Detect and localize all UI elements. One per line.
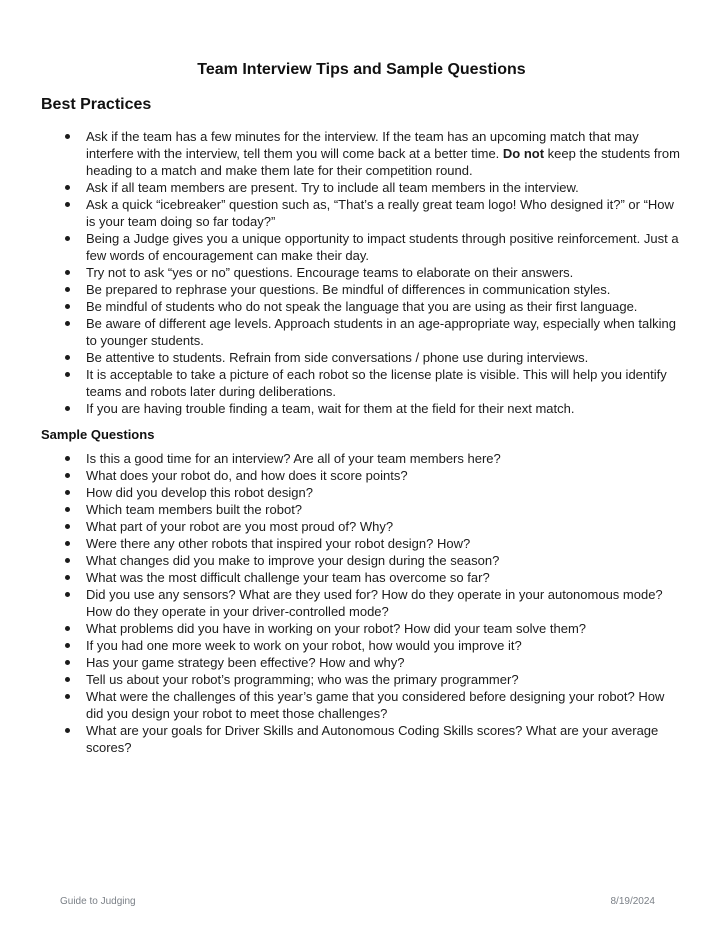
bullet-icon xyxy=(65,694,70,699)
list-item-text: Being a Judge gives you a unique opportunity to impact students through positive reinforcement. Just a few words of encouragement can make their day. xyxy=(86,231,679,263)
bullet-icon xyxy=(65,473,70,478)
bullet-icon xyxy=(65,507,70,512)
list-item-text: Ask if all team members are present. Try to include all team members in the interview. xyxy=(86,180,579,195)
list-item-text: What was the most difficult challenge your team has overcome so far? xyxy=(86,570,490,585)
list-item-text: It is acceptable to take a picture of each robot so the license plate is visible. This will help you identify teams and robots later during deliberations. xyxy=(86,367,667,399)
bullet-icon xyxy=(65,236,70,241)
list-item-text: Ask if the team has a few minutes for the interview. If the team has an upcoming match that may interfere with the interview, tell them you will come back at a better time. Do not keep the students from heading to a match and make them late for their competition round. xyxy=(86,129,680,178)
list-item xyxy=(62,179,682,196)
list-item-text: If you are having trouble finding a team, wait for them at the field for their next match. xyxy=(86,401,575,416)
list-item-text: Were there any other robots that inspired your robot design? How? xyxy=(86,536,471,551)
sample-questions-list xyxy=(62,450,682,756)
list-item xyxy=(62,671,682,688)
bullet-icon xyxy=(65,304,70,309)
best-practices-heading: Best Practices xyxy=(41,96,152,113)
list-item xyxy=(62,400,682,417)
list-item xyxy=(62,128,682,179)
best-practices-list xyxy=(62,128,682,417)
list-item xyxy=(62,569,682,586)
bullet-icon xyxy=(65,558,70,563)
bullet-icon xyxy=(65,541,70,546)
list-item-text: Has your game strategy been effective? How and why? xyxy=(86,655,405,670)
bullet-icon xyxy=(65,185,70,190)
bullet-icon xyxy=(65,490,70,495)
page-footer xyxy=(60,895,655,908)
list-item xyxy=(62,467,682,484)
bullet-icon xyxy=(65,134,70,139)
list-item-text: What does your robot do, and how does it score points? xyxy=(86,468,408,483)
bullet-icon xyxy=(65,592,70,597)
list-item xyxy=(62,586,682,620)
bullet-icon xyxy=(65,456,70,461)
list-item xyxy=(62,349,682,366)
bullet-icon xyxy=(65,372,70,377)
bullet-icon xyxy=(65,575,70,580)
bullet-icon xyxy=(65,321,70,326)
bullet-icon xyxy=(65,660,70,665)
list-item-text: What are your goals for Driver Skills and Autonomous Coding Skills scores? What are your average scores? xyxy=(86,723,659,755)
list-item xyxy=(62,654,682,671)
bullet-icon xyxy=(65,524,70,529)
list-item xyxy=(62,637,682,654)
best-practices-section xyxy=(0,95,723,417)
list-item-text: Ask a quick “icebreaker” question such as, “That’s a really great team logo! Who designed it?” or “How is your team doing so far today?” xyxy=(86,197,674,229)
list-item-text: If you had one more week to work on your robot, how would you improve it? xyxy=(86,638,522,653)
list-item xyxy=(62,552,682,569)
bullet-icon xyxy=(65,270,70,275)
list-item xyxy=(62,230,682,264)
bullet-icon xyxy=(65,406,70,411)
sample-questions-section xyxy=(0,427,723,756)
list-item-text: Is this a good time for an interview? Are all of your team members here? xyxy=(86,451,501,466)
bullet-icon xyxy=(65,643,70,648)
bullet-icon xyxy=(65,287,70,292)
list-item xyxy=(62,484,682,501)
list-item xyxy=(62,264,682,281)
list-item xyxy=(62,535,682,552)
list-item-text: Be mindful of students who do not speak the language that you are using as their first language. xyxy=(86,299,638,314)
document-title: Team Interview Tips and Sample Questions xyxy=(197,61,526,78)
bullet-icon xyxy=(65,677,70,682)
list-item-text: What part of your robot are you most proud of? Why? xyxy=(86,519,394,534)
list-item xyxy=(62,298,682,315)
list-item-text: Which team members built the robot? xyxy=(86,502,303,517)
list-item xyxy=(62,501,682,518)
list-item xyxy=(62,366,682,400)
bullet-icon xyxy=(65,626,70,631)
list-item-text: What changes did you make to improve your design during the season? xyxy=(86,553,500,568)
footer-date: 8/19/2024 xyxy=(610,896,655,907)
list-item xyxy=(62,722,682,756)
list-item-text: Tell us about your robot’s programming; who was the primary programmer? xyxy=(86,672,519,687)
list-item-text: What problems did you have in working on your robot? How did your team solve them? xyxy=(86,621,587,636)
sample-questions-heading: Sample Questions xyxy=(41,427,155,442)
list-item-text: How did you develop this robot design? xyxy=(86,485,313,500)
list-item xyxy=(62,620,682,637)
list-item xyxy=(62,315,682,349)
list-item-text: Be prepared to rephrase your questions. Be mindful of differences in communication styles. xyxy=(86,282,611,297)
list-item xyxy=(62,281,682,298)
bullet-icon xyxy=(65,728,70,733)
list-item-text: Try not to ask “yes or no” questions. Encourage teams to elaborate on their answers. xyxy=(86,265,574,280)
list-item xyxy=(62,196,682,230)
list-item xyxy=(62,518,682,535)
list-item-text: Be attentive to students. Refrain from side conversations / phone use during interviews. xyxy=(86,350,589,365)
bullet-icon xyxy=(65,202,70,207)
list-item-text: Did you use any sensors? What are they used for? How do they operate in your autonomous mode? How do they operate in your driver-controlled mode? xyxy=(86,587,663,619)
list-item xyxy=(62,450,682,467)
footer-document-name: Guide to Judging xyxy=(60,896,136,907)
list-item xyxy=(62,688,682,722)
list-item-text: Be aware of different age levels. Approach students in an age-appropriate way, especially when talking to younger students. xyxy=(86,316,676,348)
list-item-text: What were the challenges of this year’s game that you considered before designing your robot? How did you design your robot to meet those challenges? xyxy=(86,689,665,721)
bullet-icon xyxy=(65,355,70,360)
